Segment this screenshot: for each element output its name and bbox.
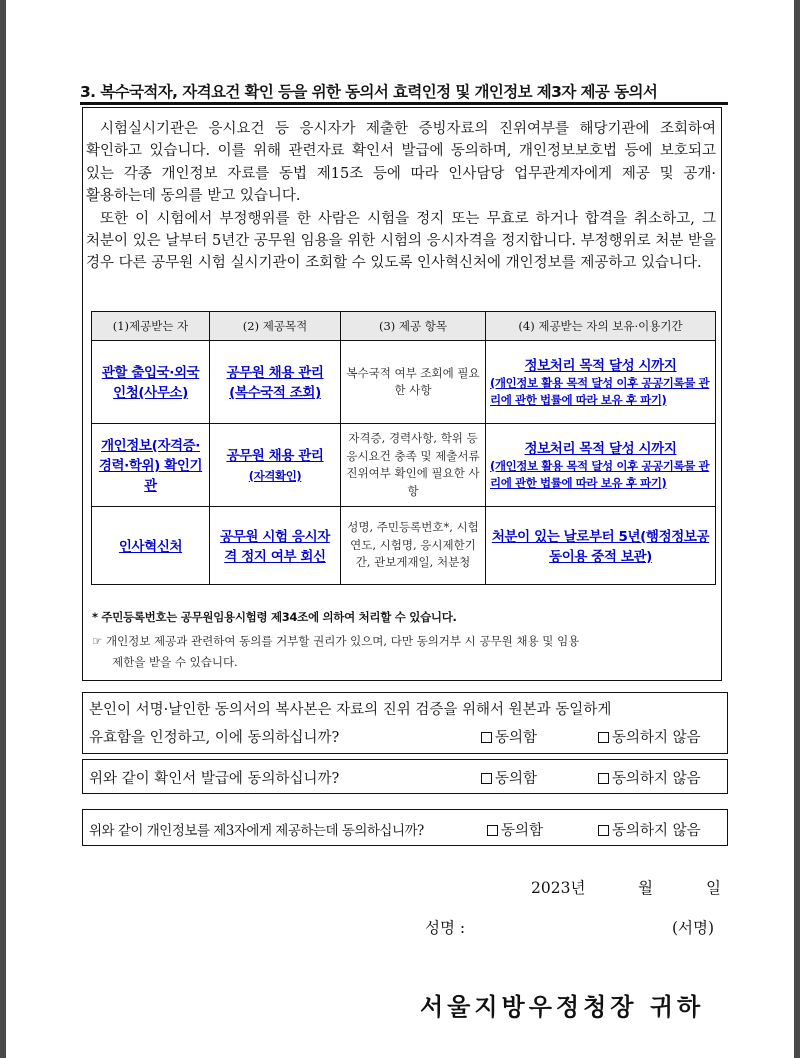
intro-paragraph-1: 시험실시기관은 응시요건 등 응시자가 제출한 증빙자료의 진위여부를 해당기관에 조회하여 확인하고 있습니다. 이를 위해 관련자료 확인서 발급에 동의하며, 개인정보보호법 등에 보호되고 있는 각종 개인정보 자료를 동법 제15조 등에 따라 인사담당 업무관계자에게 제공 및 공개·활용하는데 동의를 받고 있습니다. — [86, 121, 716, 205]
header-purpose: (2) 제공목적 — [210, 312, 341, 341]
recipient-link[interactable]: 관할 출입국·외국인청(사무소) — [101, 365, 200, 401]
table-row — [92, 507, 716, 585]
refusal-note — [92, 631, 717, 673]
question-text: 위와 같이 확인서 발급에 동의하십니까? — [89, 771, 340, 787]
header-recipient: (1)제공받는 자 — [92, 312, 210, 341]
checkbox-icon[interactable] — [598, 732, 609, 743]
question-text: 본인이 서명·날인한 동의서의 복사본은 자료의 진위 검증을 위해서 원본과 동일하게 — [89, 702, 612, 718]
refusal-note-line-1: 개인정보 제공과 관련하여 동의를 거부할 권리가 있으며, 다만 동의거부 시 공무원 채용 및 임용 — [105, 634, 580, 648]
purpose-link[interactable]: 공무원 채용 관리 — [226, 365, 324, 381]
consent-question-copy — [82, 692, 728, 754]
items-cell: 성명, 주민등록번호*, 시험연도, 시험명, 응시제한기간, 관보게재일, 처분청 — [341, 507, 486, 585]
checkbox-icon[interactable] — [598, 825, 609, 836]
recipient-link[interactable]: 인사혁신처 — [118, 538, 183, 555]
table-row — [92, 424, 716, 507]
purpose-link[interactable]: 공무원 시험 응시자격 정지 여부 회신 — [220, 528, 330, 565]
question-text-cont: 유효함을 인정하고, 이에 동의하십니까? — [89, 730, 340, 746]
agree-checkbox[interactable]: 동의함 — [481, 767, 537, 788]
provision-table — [91, 311, 716, 585]
question-text: 위와 같이 개인정보를 제3자에게 제공하는데 동의하십니까? — [89, 823, 424, 839]
checkbox-icon[interactable] — [481, 732, 492, 743]
table-row — [92, 341, 716, 424]
checkbox-icon[interactable] — [481, 773, 492, 784]
consent-question-third-party — [82, 809, 728, 846]
rrn-note: * 주민등록번호는 공무원임용시험령 제34조에 의하여 처리할 수 있습니다. — [92, 610, 457, 624]
addressee: 서울지방우정청장 귀하 — [420, 992, 705, 1021]
purpose-link[interactable]: 공무원 채용 관리 — [226, 448, 324, 464]
viewer-left-edge — [0, 0, 6, 1058]
period-link[interactable]: 처분이 있는 날로부터 5년(행정정보공동이용 중적 보관) — [491, 528, 710, 565]
agree-checkbox[interactable]: 동의함 — [487, 819, 543, 840]
purpose-sub-link[interactable]: (자격확인) — [248, 469, 302, 483]
recipient-link[interactable]: 개인정보(자격증·경력·학위) 확인기관 — [98, 438, 203, 494]
checkbox-icon[interactable] — [598, 773, 609, 784]
intro-text — [86, 118, 716, 275]
period-link[interactable]: 정보처리 목적 달성 시까지 — [524, 441, 677, 457]
purpose-sub-link[interactable]: (복수국적 조회) — [229, 385, 321, 401]
period-link[interactable]: 정보처리 목적 달성 시까지 — [524, 358, 677, 374]
disagree-checkbox[interactable]: 동의하지 않음 — [598, 726, 701, 747]
title-underline — [80, 102, 728, 105]
date-day: 일 — [706, 879, 721, 897]
disagree-checkbox[interactable]: 동의하지 않음 — [598, 767, 701, 788]
pointing-hand-icon: ☞ — [92, 634, 103, 648]
intro-paragraph-2: 또한 이 시험에서 부정행위를 한 사람은 시험을 정지 또는 무효로 하거나 합격을 취소하고, 그 처분이 있은 날부터 5년간 공무원 임용을 위한 시험의 응시자격을 정지합니다. 부정행위로 처분 받을 경우 다른 공무원 시험 실시기관이 조회할 수 있도록 인사혁신처에 개인정보를 제공하고 있습니다. — [86, 210, 716, 272]
header-items: (3) 제공 항목 — [341, 312, 486, 341]
period-sub-link[interactable]: (개인정보 활용 목적 달성 이후 공공기록물 관리에 관한 법률에 따라 보유 후 파기) — [490, 376, 710, 407]
date-year: 2023년 — [531, 879, 586, 897]
items-cell: 자격증, 경력사항, 학위 등 응시요건 충족 및 제출서류 진위여부 확인에 필요한 사항 — [341, 424, 486, 507]
disagree-checkbox[interactable]: 동의하지 않음 — [598, 819, 701, 840]
table-header-row — [92, 312, 716, 341]
items-cell: 복수국적 여부 조회에 필요한 사항 — [341, 341, 486, 424]
viewer-right-edge — [794, 0, 800, 1058]
agree-checkbox[interactable]: 동의함 — [481, 726, 537, 747]
header-period: (4) 제공받는 자의 보유·이용기간 — [486, 312, 716, 341]
section-title: 3. 복수국적자, 자격요건 확인 등을 위한 동의서 효력인정 및 개인정보 제3자 제공 동의서 — [80, 83, 658, 101]
period-sub-link[interactable]: (개인정보 활용 목적 달성 이후 공공기록물 관리에 관한 법률에 따라 보유 후 파기) — [490, 459, 710, 490]
name-label: 성명 : — [425, 919, 466, 937]
consent-question-certificate — [82, 759, 728, 794]
refusal-note-line-2: 제한을 받을 수 있습니다. — [112, 655, 238, 669]
signature-mark: (서명) — [672, 919, 715, 937]
date-month: 월 — [638, 879, 653, 897]
checkbox-icon[interactable] — [487, 825, 498, 836]
